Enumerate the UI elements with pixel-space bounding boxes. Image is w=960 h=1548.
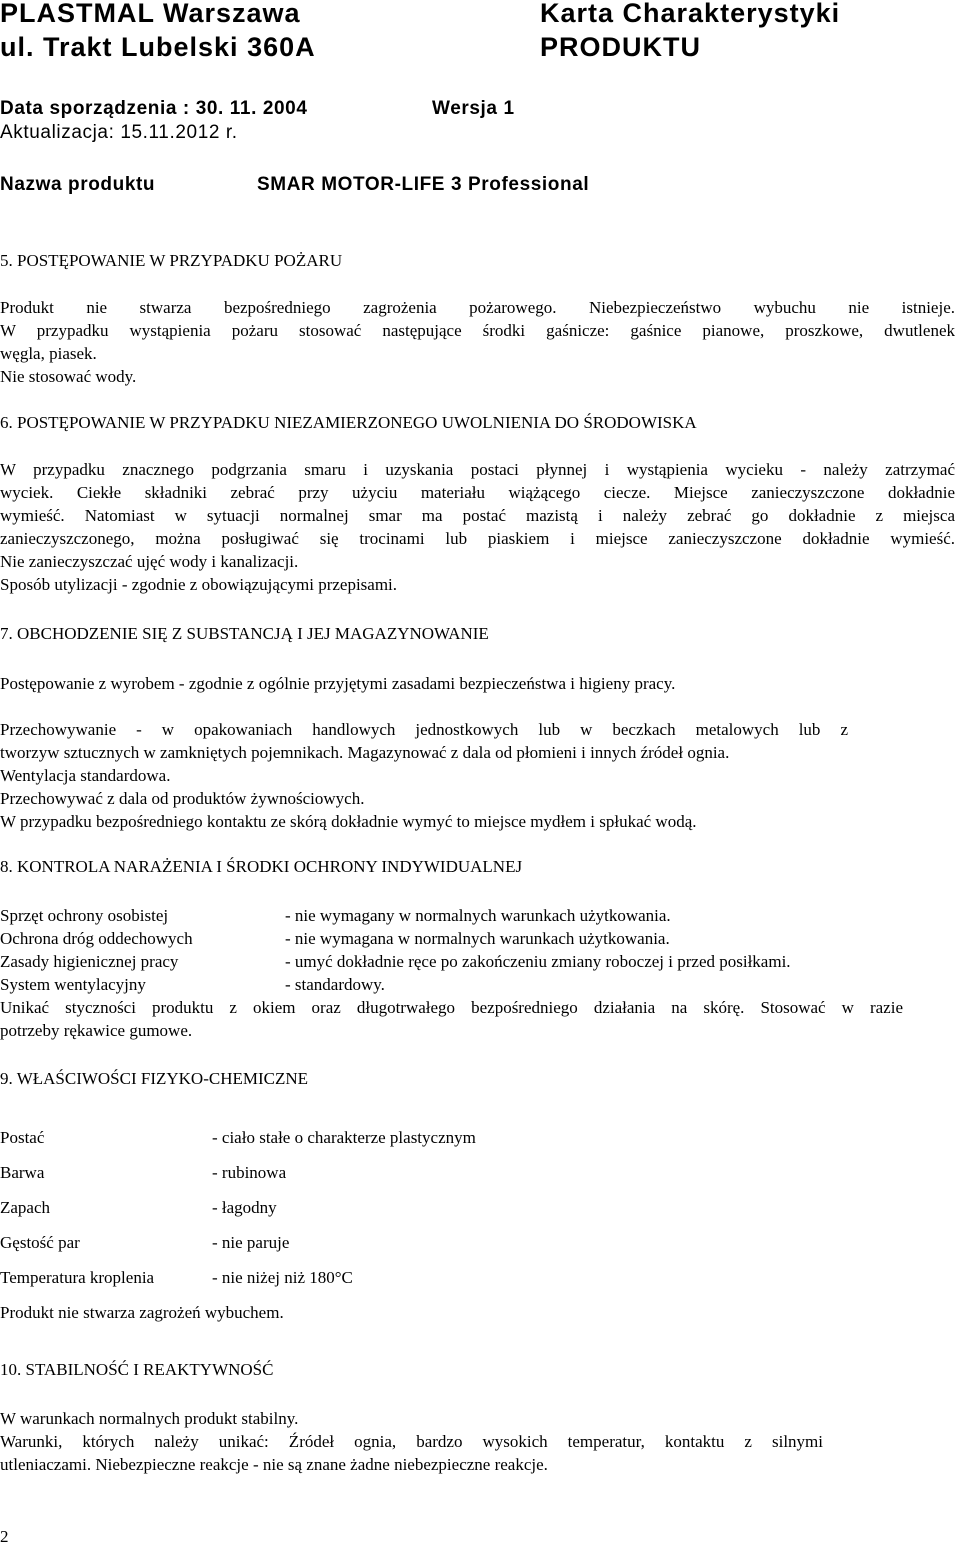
section-8-table [0,904,955,1042]
row-value: - nie wymagany w normalnych warunkach użytkowania. [285,906,671,925]
text-line: W przypadku znacznego podgrzania smaru i uzyskania postaci płynnej i wystąpienia wycieku - należy zatrzymać [0,460,955,479]
section-8-title: 8. KONTROLA NARAŻENIA I ŚRODKI OCHRONY INDYWIDUALNEJ [0,857,523,876]
text-line: tworzyw sztucznych w zamkniętych pojemnikach. Magazynować z dala od płomieni i innych źródeł ognia. [0,743,730,762]
section-6-title: 6. POSTĘPOWANIE W PRZYPADKU NIEZAMIERZONEGO UWOLNIENIA DO ŚRODOWISKA [0,413,697,432]
section-10-title: 10. STABILNOŚĆ I REAKTYWNOŚĆ [0,1360,274,1379]
property-value: - rubinowa [212,1163,287,1182]
text-line: W przypadku wystąpienia pożaru stosować następujące środki gaśnicze: gaśnice pianowe, proszkowe, dwutlenek [0,321,955,340]
company-name: PLASTMAL Warszawa [0,0,301,28]
text-line: Produkt nie stwarza bezpośredniego zagrożenia pożarowego. Niebezpieczeństwo wybuchu nie istnieje. [0,298,955,317]
section-5-body [0,296,955,388]
text-line: zanieczyszczonego, można posługiwać się trocinami lub piaskiem i miejsce zanieczyszczone dokładnie wymieść. [0,529,955,548]
text-line: W przypadku bezpośredniego kontaktu ze skórą dokładnie wymyć to miejsce mydłem i spłukać wodą. [0,812,697,831]
text-line: W warunkach normalnych produkt stabilny. [0,1409,299,1428]
text-line: węgla, piasek. [0,344,97,363]
text-line: Warunki, których należy unikać: Źródeł ognia, bardzo wysokich temperatur, kontaktu z silnymi [0,1432,823,1451]
text-line: Unikać styczności produktu z okiem oraz długotrwałego bezpośredniego działania na skórę. Stosować w razie [0,998,903,1017]
property-value: - nie paruje [212,1233,290,1252]
row-label: Ochrona dróg oddechowych [0,929,193,948]
doc-title: Karta Charakterystyki [540,0,841,28]
property-label: Temperatura kroplenia [0,1268,155,1287]
company-address: ul. Trakt Lubelski 360A [0,32,316,62]
row-label: Zasady higienicznej pracy [0,952,179,971]
date-created: Data sporządzenia : 30. 11. 2004 [0,98,308,119]
property-value: - ciało stałe o charakterze plastycznym [212,1128,476,1147]
property-label: Barwa [0,1163,45,1182]
section-7-title: 7. OBCHODZENIE SIĘ Z SUBSTANCJĄ I JEJ MAGAZYNOWANIE [0,624,489,643]
row-label: Sprzęt ochrony osobistej [0,906,169,925]
table-row [0,950,955,973]
section-10-body [0,1407,955,1476]
text-line: wyciek. Ciekłe składniki zebrać przy użyciu materiału wiążącego ciecze. Miejsce zanieczyszczone dokładnie [0,483,955,502]
product-name: SMAR MOTOR-LIFE 3 Professional [257,174,590,195]
doc-title-product: PRODUKTU [540,32,701,62]
version: Wersja 1 [432,98,515,119]
table-row [0,973,955,996]
text-line: Przechowywanie - w opakowaniach handlowych jednostkowych lub w beczkach metalowych lub z [0,720,848,739]
product-label: Nazwa produktu [0,174,156,195]
section-7-para-1: Postępowanie z wyrobem - zgodnie z ogólnie przyjętymi zasadami bezpieczeństwa i higieny pracy. [0,674,676,693]
page-number: 2 [0,1527,9,1546]
row-label: System wentylacyjny [0,975,146,994]
table-row [0,904,955,927]
section-7-body [0,718,955,833]
update-date: Aktualizacja: 15.11.2012 r. [0,122,238,143]
section-6-body [0,458,955,596]
property-label: Postać [0,1128,45,1147]
property-value: - łagodny [212,1198,277,1217]
section-9-note: Produkt nie stwarza zagrożeń wybuchem. [0,1303,284,1322]
property-label: Gęstość par [0,1233,80,1252]
property-label: Zapach [0,1198,51,1217]
property-value: - nie niżej niż 180°C [212,1268,353,1287]
text-line: Nie zanieczyszczać ujęć wody i kanalizacji. [0,552,299,571]
text-line: potrzeby rękawice gumowe. [0,1021,193,1040]
text-line: wymieść. Natomiast w sytuacji normalnej smar ma postać mazistą i należy zebrać go dokładnie z miejsca [0,506,955,525]
row-value: - umyć dokładnie ręce po zakończeniu zmiany roboczej i przed posiłkami. [285,952,791,971]
section-5-title: 5. POSTĘPOWANIE W PRZYPADKU POŻARU [0,251,343,270]
table-row [0,927,955,950]
text-line: Sposób utylizacji - zgodnie z obowiązującymi przepisami. [0,575,398,594]
text-line: Nie stosować wody. [0,367,137,386]
text-line: Wentylacja standardowa. [0,766,171,785]
text-line: Przechowywać z dala od produktów żywnościowych. [0,789,365,808]
row-value: - standardowy. [285,975,385,994]
section-9-title: 9. WŁAŚCIWOŚCI FIZYKO-CHEMICZNE [0,1069,309,1088]
row-value: - nie wymagana w normalnych warunkach użytkowania. [285,929,670,948]
text-line: utleniaczami. Niebezpieczne reakcje - nie są znane żadne niebezpieczne reakcje. [0,1455,548,1474]
